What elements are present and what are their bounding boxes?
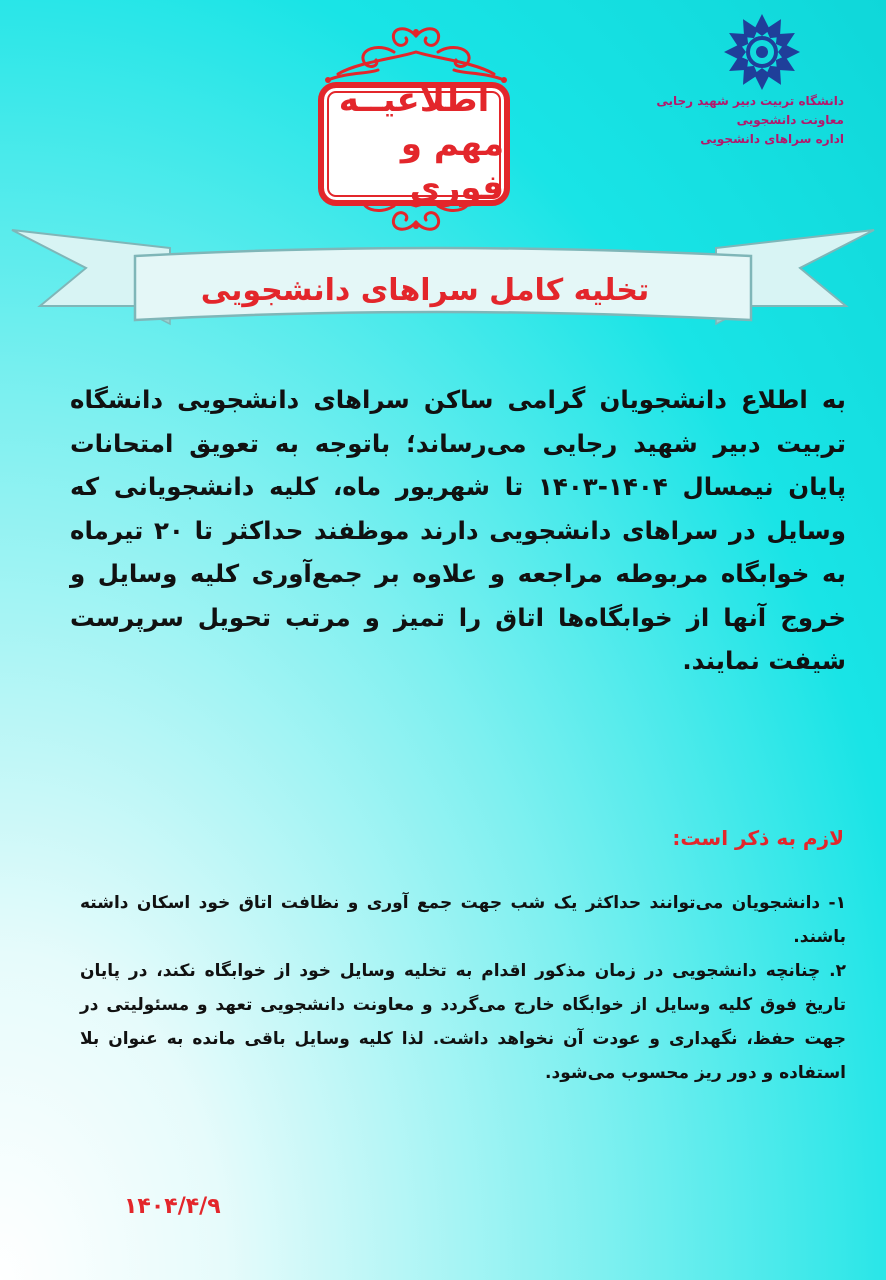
university-logo-icon [722, 12, 802, 94]
university-name: دانشگاه تربیت دبیر شهید رجایی [656, 94, 844, 108]
note-heading: لازم به ذکر است: [672, 826, 844, 850]
urgent-notice-stamp [298, 22, 534, 236]
notes-list [80, 886, 846, 1090]
deputy-name: معاونت دانشجویی [736, 113, 844, 127]
notice-body: به اطلاع دانشجویان گرامی ساکن سراهای دانشجویی دانشگاه تربیت دبیر شهید رجایی می‌رساند؛ باتوجه به تعویق امتحانات پایان نیمسال ۱۴۰۴-۱۴۰۳ تا شهریور ماه، کلیه دانشجویانی که وسایل در سراهای دانشجویی دارند موظفند حداکثر تا ۲۰ تیرماه به خوابگاه مربوطه مراجعه و علاوه بر جمع‌آوری کلیه وسایل و خروج آنها از خوابگاه‌ها اتاق را تمیز و مرتب تحویل سرپرست شیفت نمایند. [70, 385, 846, 675]
notice-date: ۱۴۰۴/۴/۹ [124, 1194, 221, 1219]
stamp-line-2: مهم و فوری [400, 124, 504, 208]
stamp-line-1: اطلاعیــه [338, 80, 490, 120]
note-item-2: ۲. چنانچه دانشجویی در زمان مذکور اقدام به تخلیه وسایل خود از خوابگاه نکند، در پایان تاریخ فوق کلیه وسایل از خوابگاه خارج می‌گردد و معاونت دانشجویی تعهد و مسئولیتی در جهت حفظ، نگهداری و عودت آن نخواهد داشت. لذا کلیه وسایل باقی مانده به عنوان بلا استفاده و دور ریز محسوب می‌شود. [80, 961, 846, 1083]
notice-title: تخلیه کامل سراهای دانشجویی [200, 272, 650, 308]
stamp-frame [318, 82, 510, 206]
office-name: اداره سراهای دانشجویی [700, 132, 844, 146]
note-item-1: ۱- دانشجویان می‌توانند حداکثر یک شب جهت جمع آوری و نظافت اتاق خود اسکان داشته باشند. [80, 893, 846, 947]
university-header [624, 92, 844, 149]
